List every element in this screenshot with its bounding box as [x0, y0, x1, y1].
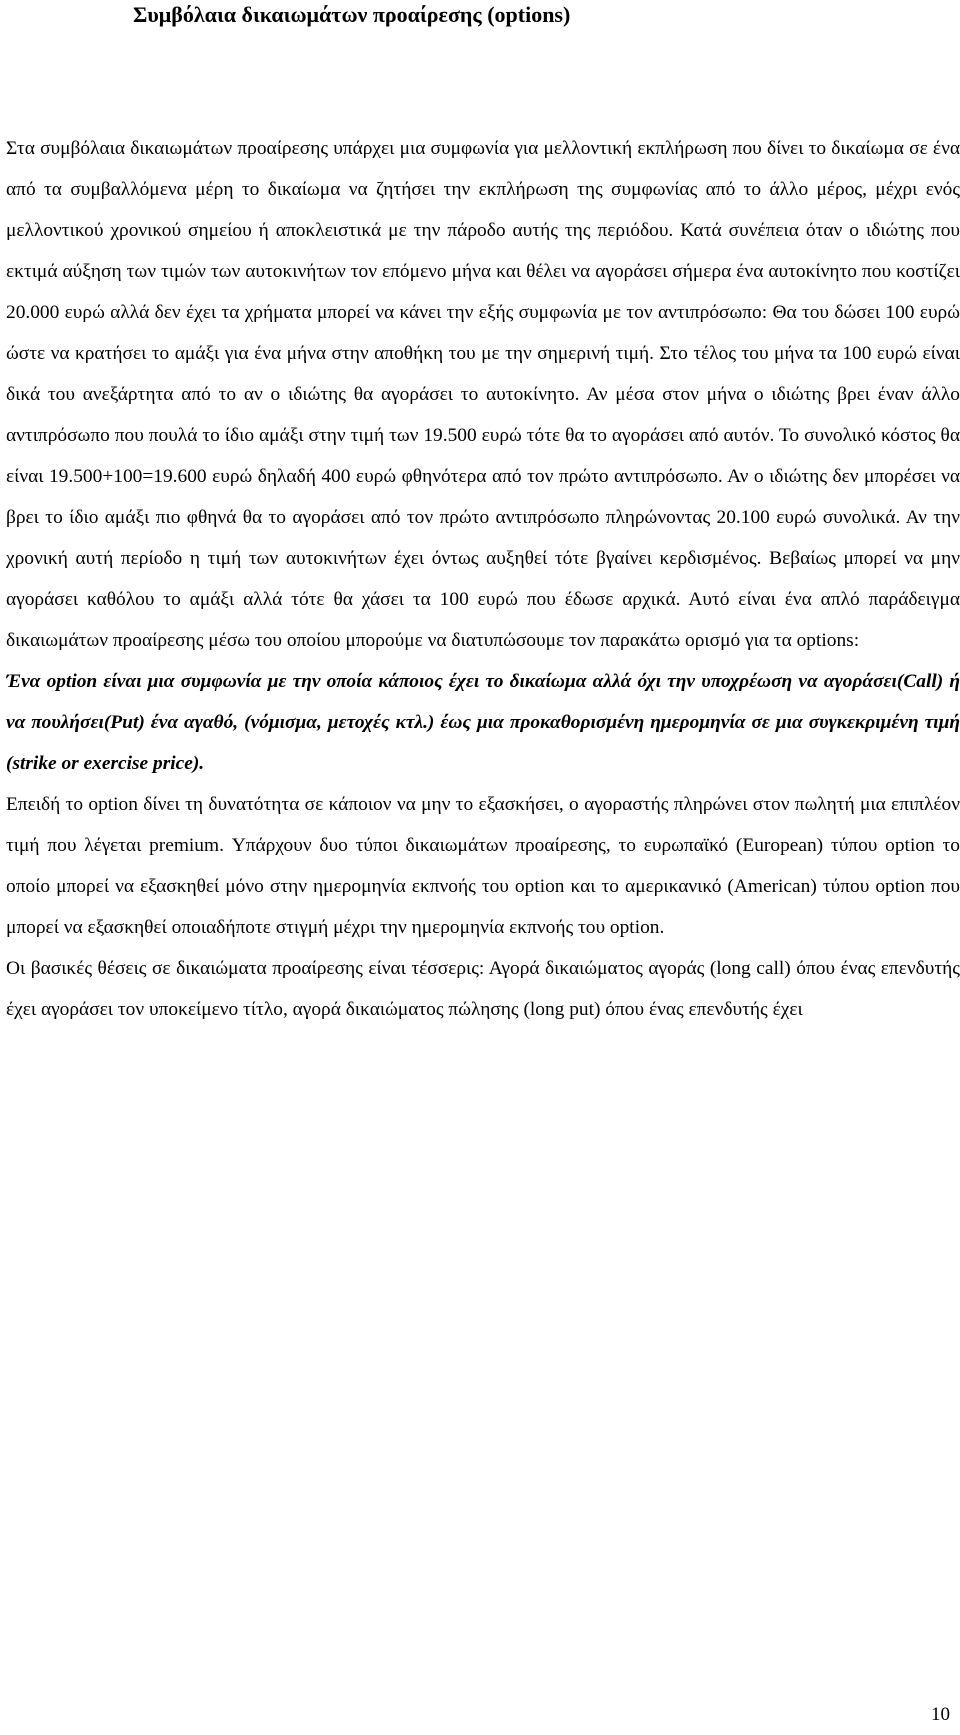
body-text: [6, 128, 960, 1030]
page-number: 10: [931, 1704, 950, 1725]
paragraph-option-definition: Ένα option είναι μια συμφωνία με την οποία κάποιος έχει το δικαίωμα αλλά όχι την υποχρέωση να αγοράσει(Call) ή να πουλήσει(Put) ένα αγαθό, (νόμισμα, μετοχές κτλ.) έως μια προκαθορισμένη ημερομηνία σε μια συγκεκριμένη τιμή (strike or exercise price).: [6, 671, 960, 774]
paragraph-option-types: Επειδή το option δίνει τη δυνατότητα σε κάποιον να μην το εξασκήσει, ο αγοραστής πληρώνει στον πωλητή μια επιπλέον τιμή που λέγεται premium. Υπάρχουν δυο τύποι δικαιωμάτων προαίρεσης, το ευρωπαϊκό (European) τύπου option το οποίο μπορεί να εξασκηθεί μόνο στην ημερομηνία εκπνοής του option και το αμερικανικό (American) τύπου option που μπορεί να εξασκηθεί οποιαδήποτε στιγμή μέχρι την ημερομηνία εκπνοής του option.: [6, 794, 960, 938]
paragraph-introduction: Στα συμβόλαια δικαιωμάτων προαίρεσης υπάρχει μια συμφωνία για μελλοντική εκπλήρωση που δίνει το δικαίωμα σε ένα από τα συμβαλλόμενα μέρη το δικαίωμα να ζητήσει την εκπλήρωση της συμφωνίας από το άλλο μέρος, μέχρι ενός μελλοντικού χρονικού σημείου ή αποκλειστικά με την πάροδο αυτής της περιόδου. Κατά συνέπεια όταν ο ιδιώτης που εκτιμά αύξηση των τιμών των αυτοκινήτων τον επόμενο μήνα και θέλει να αγοράσει σήμερα ένα αυτοκίνητο που κοστίζει 20.000 ευρώ αλλά δεν έχει τα χρήματα μπορεί να κάνει την εξής συμφωνία με τον αντιπρόσωπο: Θα του δώσει 100 ευρώ ώστε να κρατήσει το αμάξι για ένα μήνα στην αποθήκη του με την σημερινή τιμή. Στο τέλος του μήνα τα 100 ευρώ είναι δικά του ανεξάρτητα από το αν ο ιδιώτης θα αγοράσει το αυτοκίνητο. Αν μέσα στον μήνα ο ιδιώτης βρει έναν άλλο αντιπρόσωπο που πουλά το ίδιο αμάξι στην τιμή των 19.500 ευρώ τότε θα το αγοράσει από αυτόν. Το συνολικό κόστος θα είναι 19.500+100=19.600 ευρώ δηλαδή 400 ευρώ φθηνότερα από τον πρώτο αντιπρόσωπο. Αν ο ιδιώτης δεν μπορέσει να βρει το ίδιο αμάξι πιο φθηνά θα το αγοράσει από τον πρώτο αντιπρόσωπο πληρώνοντας 20.100 ευρώ συνολικά. Αν την χρονική αυτή περίοδο η τιμή των αυτοκινήτων έχει όντως αυξηθεί τότε βγαίνει κερδισμένος. Βεβαίως μπορεί να μην αγοράσει καθόλου το αμάξι αλλά τότε θα χάσει τα 100 ευρώ που έδωσε αρχικά. Αυτό είναι ένα απλό παράδειγμα δικαιωμάτων προαίρεσης μέσω του οποίου μπορούμε να διατυπώσουμε τον παρακάτω ορισμό για τα options:: [6, 138, 960, 651]
page-title: Συμβόλαια δικαιωμάτων προαίρεσης (options): [133, 2, 571, 27]
paragraph-basic-positions: Οι βασικές θέσεις σε δικαιώματα προαίρεσης είναι τέσσερις: Αγορά δικαιώματος αγοράς (long call) όπου ένας επενδυτής έχει αγοράσει τον υποκείμενο τίτλο, αγορά δικαιώματος πώλησης (long put) όπου ένας επενδυτής έχει: [6, 958, 960, 1020]
